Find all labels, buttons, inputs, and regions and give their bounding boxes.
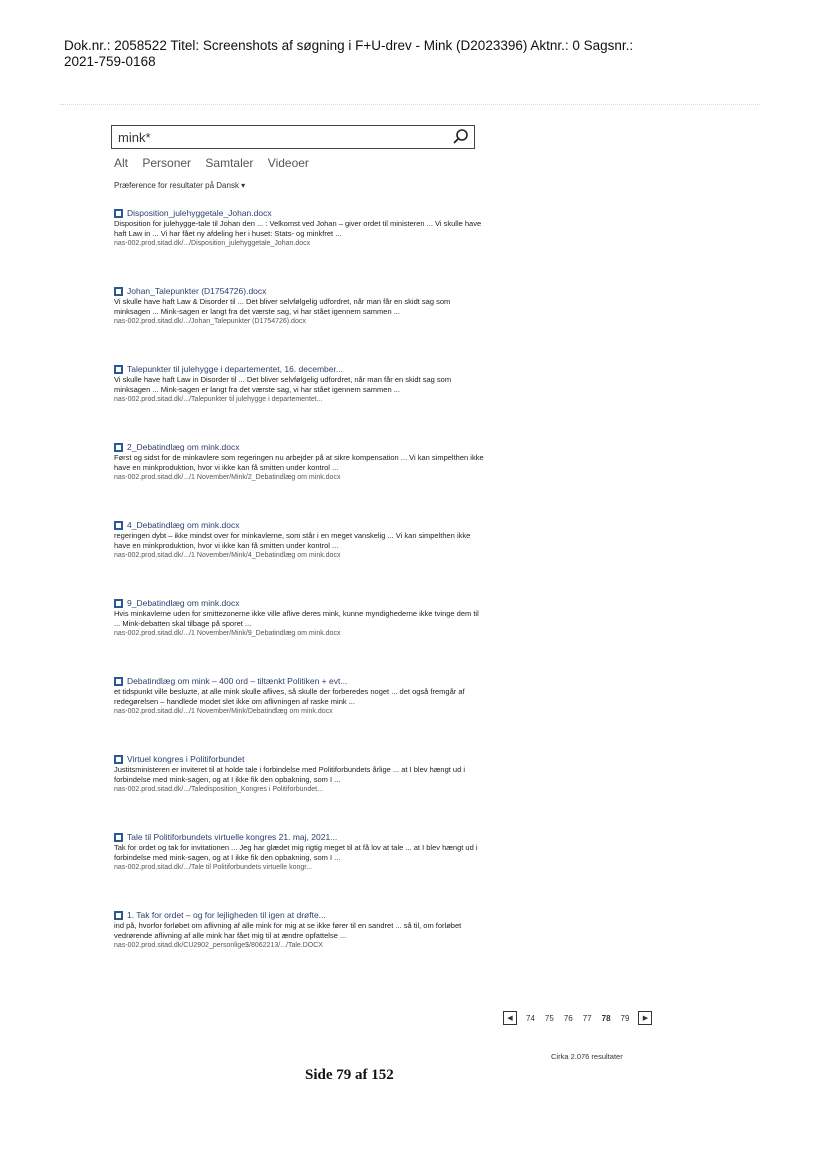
word-document-icon: [114, 599, 123, 608]
result-title-link[interactable]: [114, 519, 486, 531]
search-tabs: [114, 156, 320, 170]
search-input[interactable]: [118, 127, 438, 147]
result-url[interactable]: nas-002.prod.sitad.dk/.../Talepunkter til julehygge i departementet...: [114, 396, 323, 403]
result-snippet: ind på, hvorfor forløbet om aflivning af alle mink for mig at se ikke fører til en sandret ... så til, om forløbet vedrørende aflivning af alle mink har fået mig til at ændre opfattelse ...: [114, 921, 462, 940]
result-snippet: Vi skulle have haft Law & Disorder til ... Det bliver selvfølgelig udfordret, når man får en skidt sag som minksagen ... Mink-sagen er langt fra det værste sag, vi har stået igennem sammen ...: [114, 297, 451, 316]
result-title: Disposition_julehyggetale_Johan.docx: [127, 208, 272, 218]
result-url[interactable]: nas-002.prod.sitad.dk/.../1 November/Mink/4_Debatindlæg om mink.docx: [114, 552, 341, 559]
tab-samtaler[interactable]: Samtaler: [205, 156, 254, 170]
search-result: [114, 207, 486, 285]
result-title: Tale til Politiforbundets virtuelle kongres 21. maj, 2021...: [127, 832, 338, 842]
result-title-link[interactable]: [114, 753, 486, 765]
word-document-icon: [114, 287, 123, 296]
result-title: 9_Debatindlæg om mink.docx: [127, 598, 240, 608]
header-line-2: 2021-759-0168: [64, 54, 156, 69]
search-result: [114, 285, 486, 363]
result-url[interactable]: nas-002.prod.sitad.dk/CU2902_personlige$/8062213/.../Tale.DOCX: [114, 942, 323, 949]
search-result: [114, 909, 486, 987]
word-document-icon: [114, 443, 123, 452]
search-result: [114, 441, 486, 519]
result-title: 2_Debatindlæg om mink.docx: [127, 442, 240, 452]
page-numbers: [521, 1014, 634, 1023]
search-result: [114, 597, 486, 675]
word-document-icon: [114, 911, 123, 920]
result-title-link[interactable]: [114, 831, 486, 843]
result-url[interactable]: nas-002.prod.sitad.dk/.../1 November/Mink/2_Debatindlæg om mink.docx: [114, 474, 341, 481]
result-title-link[interactable]: [114, 909, 486, 921]
result-title-link[interactable]: [114, 675, 486, 687]
language-preference[interactable]: Præference for resultater på Dansk ▾: [114, 181, 246, 190]
result-title: Johan_Talepunkter (D1754726).docx: [127, 286, 267, 296]
page-number-link[interactable]: 74: [526, 1013, 535, 1023]
next-page-button[interactable]: ▶: [638, 1011, 652, 1025]
search-result: [114, 831, 486, 909]
result-url[interactable]: nas-002.prod.sitad.dk/.../Disposition_julehyggetale_Johan.docx: [114, 240, 311, 247]
result-url[interactable]: nas-002.prod.sitad.dk/.../Taledisposition_Kongres i Politiforbundet...: [114, 786, 323, 793]
result-title-link[interactable]: [114, 285, 486, 297]
pagination: [503, 1011, 652, 1025]
word-document-icon: [114, 521, 123, 530]
result-title: Debatindlæg om mink – 400 ord – tiltænkt Politiken + evt...: [127, 676, 348, 686]
result-snippet: regeringen dybt – ikke mindst over for minkavlerne, som står i en meget vanskelig ... Vi kan simpelthen ikke have en minkproduktion, hvor vi ikke kan få smitten under kontrol ...: [114, 531, 471, 550]
result-title: 4_Debatindlæg om mink.docx: [127, 520, 240, 530]
result-title-link[interactable]: [114, 207, 486, 219]
result-title-link[interactable]: [114, 363, 486, 375]
result-snippet: et tidspunkt ville besluzte, at alle mink skulle aflives, så skulle der forberedes noget ... det også fremgår af redegørelsen – handlede modet slet ikke om aflivningen af raske mink ...: [114, 687, 465, 706]
result-title-link[interactable]: [114, 441, 486, 453]
tab-videoer[interactable]: Videoer: [267, 156, 309, 170]
tab-personer[interactable]: Personer: [142, 156, 192, 170]
previous-page-button[interactable]: ◀: [503, 1011, 517, 1025]
divider: [60, 104, 760, 105]
search-box[interactable]: [111, 125, 475, 149]
result-url[interactable]: nas-002.prod.sitad.dk/.../Johan_Talepunkter (D1754726).docx: [114, 318, 306, 325]
result-snippet: Justitsministeren er inviteret til at holde tale i forbindelse med Politiforbundets årlige ... at I blev hængt ud i forbindelse med mink-sagen, og at I ikke fik den opbakning, som I ...: [114, 765, 466, 784]
result-snippet: Disposition for julehygge-tale til Johan den ... : Velkomst ved Johan – giver ordet til ministeren ... Vi skulle have haft Law in ... Vi har fået ny afdeling her i huset: Stats- og minkfret ...: [114, 219, 482, 238]
search-result: [114, 519, 486, 597]
word-document-icon: [114, 755, 123, 764]
result-title-link[interactable]: [114, 597, 486, 609]
page-footer: Side 79 af 152: [305, 1067, 394, 1083]
result-title: Talepunkter til julehygge i departementet, 16. december...: [127, 364, 343, 374]
tab-alt[interactable]: Alt: [114, 156, 129, 170]
result-title: 1. Tak for ordet – og for lejligheden til igen at drøfte...: [127, 910, 326, 920]
page-number-link[interactable]: 75: [544, 1013, 554, 1023]
result-url[interactable]: nas-002.prod.sitad.dk/.../Tale til Politiforbundets virtuelle kongr...: [114, 864, 313, 871]
header-line-1: Dok.nr.: 2058522 Titel: Screenshots af søgning i F+U-drev - Mink (D2023396) Aktnr.: 0 Sagsnr.:: [64, 38, 634, 53]
result-snippet: Først og sidst for de minkavlere som regeringen nu arbejder på at sikre kompensation ... Vi kan simpelthen ikke have en minkproduktion, hvor vi ikke kan få smitten under kontrol ...: [114, 453, 484, 472]
page-number-link[interactable]: 77: [582, 1013, 592, 1023]
result-url[interactable]: nas-002.prod.sitad.dk/.../1 November/Mink/Debatindlæg om mink.docx: [114, 708, 333, 715]
word-document-icon: [114, 677, 123, 686]
result-snippet: Hvis minkavlerne uden for smittezonerne ikke ville aflive deres mink, kunne myndighederne ikke tvinge dem til ... Mink-debatten skal tilbage på sporet ...: [114, 609, 479, 628]
result-snippet: Tak for ordet og tak for invitationen ... Jeg har glædet mig rigtig meget til at få lov at tale ... at I blev hængt ud i forbindelse med mink-sagen, og at I ikke fik den opbakning, som I ...: [114, 843, 478, 862]
page-number-link[interactable]: 79: [620, 1013, 630, 1023]
word-document-icon: [114, 833, 123, 842]
result-snippet: Vi skulle have haft Law in Disorder til ... Det bliver selvfølgelig udfordret, når man får en skidt sag som minksagen ... Mink-sagen er langt fra det værste sag, vi har stået igennem sammen ...: [114, 375, 452, 394]
result-title: Virtuel kongres i Politiforbundet: [127, 754, 245, 764]
page-number-link[interactable]: 78: [601, 1013, 611, 1023]
search-result: [114, 753, 486, 831]
search-icon[interactable]: [452, 128, 470, 146]
search-result: [114, 675, 486, 753]
result-url[interactable]: nas-002.prod.sitad.dk/.../1 November/Mink/9_Debatindlæg om mink.docx: [114, 630, 341, 637]
results-list: [114, 207, 486, 987]
document-header: [64, 38, 784, 70]
word-document-icon: [114, 365, 123, 374]
result-count: Cirka 2.076 resultater: [551, 1052, 623, 1061]
word-document-icon: [114, 209, 123, 218]
page-number-link[interactable]: 76: [563, 1013, 573, 1023]
search-result: [114, 363, 486, 441]
